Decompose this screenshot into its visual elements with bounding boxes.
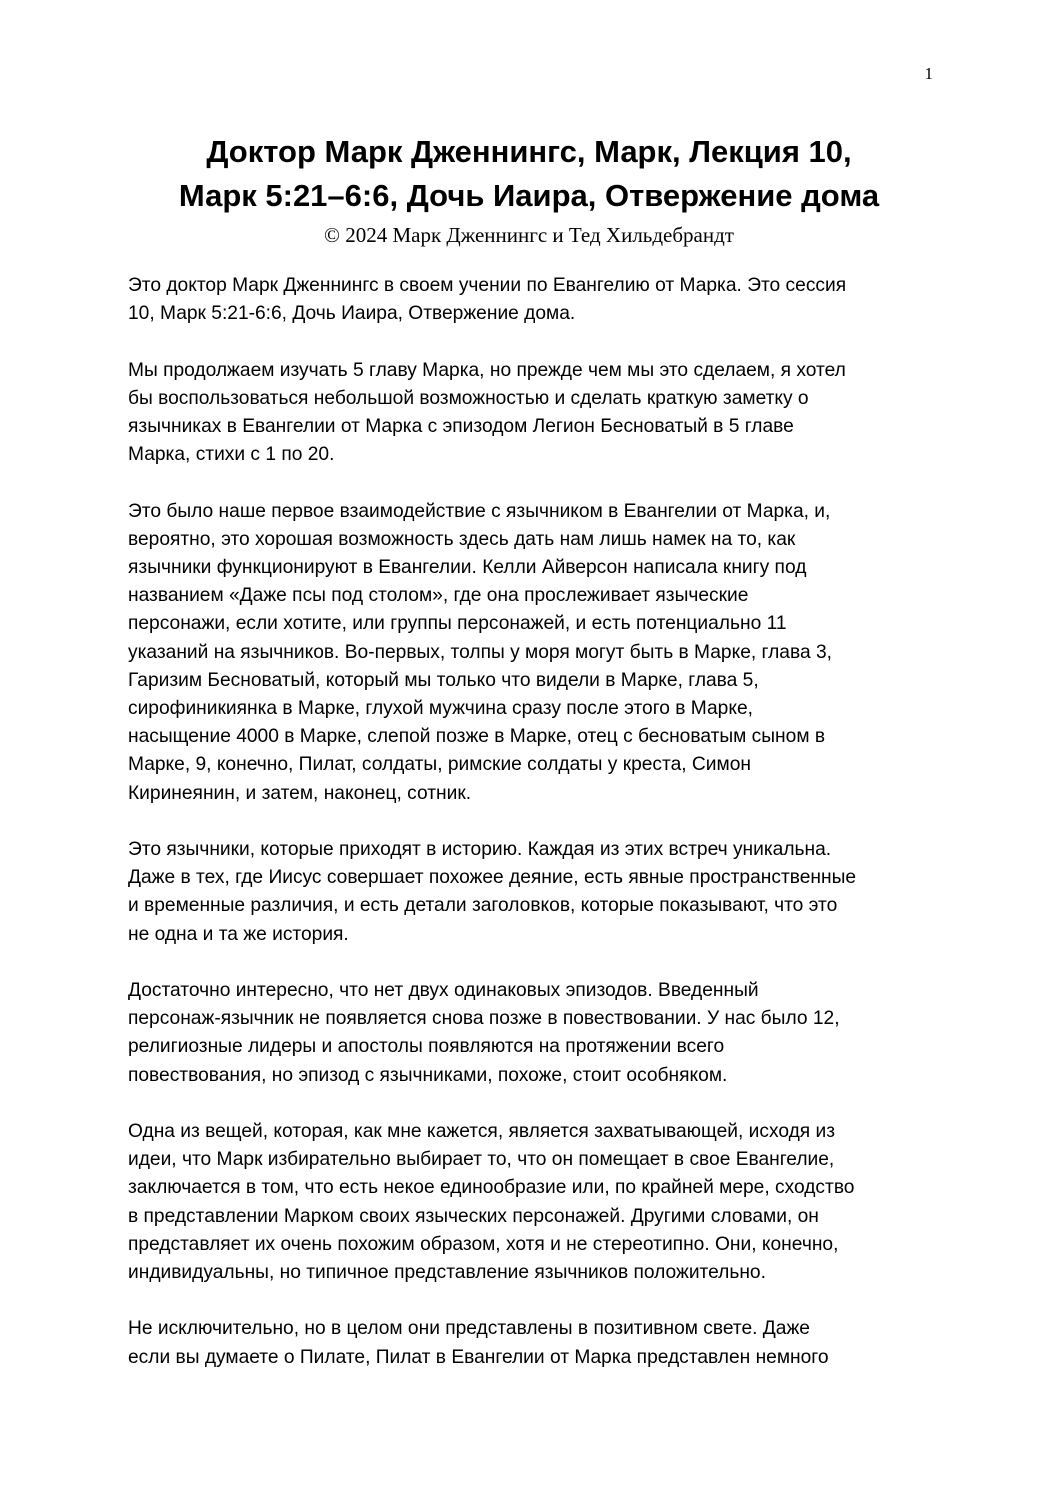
page-number: 1 [924,64,933,83]
paragraph-line: заключается в том, что есть некое единообразие или, по крайней мере, сходство [128,1177,855,1199]
title-line-1: Доктор Марк Дженнингс, Марк, Лекция 10, [206,134,852,169]
paragraph-line: Достаточно интересно, что нет двух одинаковых эпизодов. Введенный [128,980,759,1002]
paragraph-line: язычники функционируют в Евангелии. Келли Айверсон написала книгу под [128,557,807,578]
paragraph [128,357,940,470]
paragraph-line: вероятно, это хорошая возможность здесь дать нам лишь намек на то, как [128,528,796,550]
paragraph-line: персонаж-язычник не появляется снова позже в повествовании. У нас было 12, [128,1008,840,1030]
paragraph-line: Не исключительно, но в целом они представлены в позитивном свете. Даже [128,1318,810,1340]
paragraph-line: повествования, но эпизод с язычниками, похоже, стоит особняком. [128,1064,728,1086]
copyright-notice: © 2024 Марк Дженнингс и Тед Хильдебрандт [324,223,734,247]
paragraph-line: религиозные лидеры и апостолы появляются на протяжении всего [128,1036,725,1058]
paragraph-line: бы воспользоваться небольшой возможностью и сделать краткую заметку о [128,387,809,409]
paragraph-line: не одна и та же история. [128,923,349,945]
paragraph-line: и временные различия, и есть детали заголовков, которые показывают, что это [128,895,838,917]
paragraph-line: Мы продолжаем изучать 5 главу Марка, но прежде чем мы это сделаем, я хотел [128,359,846,381]
paragraph-line: насыщение 4000 в Марке, слепой позже в Марке, отец с бесноватым сыном в [128,726,826,748]
paragraph-line: Киринеянин, и затем, наконец, сотник. [128,782,472,804]
paragraph-line: если вы думаете о Пилате, Пилат в Евангелии от Марка представлен немного [128,1346,829,1368]
paragraph-line: индивидуальны, но типичное представление язычников положительно. [128,1262,766,1284]
paragraph [128,977,940,1090]
document-body [128,272,940,1400]
paragraph-line: Марка, стихи с 1 по 20. [128,444,335,466]
paragraph [128,1315,940,1371]
paragraph-line: сирофиникиянка в Марке, глухой мужчина сразу после этого в Марке, [128,698,753,720]
paragraph-line: Это язычники, которые приходят в историю. Каждая из этих встреч уникальна. [128,839,832,861]
paragraph-line: идеи, что Марк избирательно выбирает то, что он помещает в свое Евангелие, [128,1149,835,1171]
paragraph-line: названием «Даже псы под столом», где она прослеживает языческие [128,585,749,607]
paragraph [128,836,940,949]
paragraph-line: персонажи, если хотите, или группы персонажей, и есть потенциально 11 [128,613,787,635]
paragraph [128,272,940,328]
paragraph-line: в представлении Марком своих языческих персонажей. Другими словами, он [128,1205,819,1227]
paragraph-line: Марке, 9, конечно, Пилат, солдаты, римские солдаты у креста, Симон [128,754,751,776]
paragraph-line: указаний на язычников. Во-первых, толпы у моря могут быть в Марке, глава 3, [128,641,832,663]
paragraph-line: Гаризим Бесноватый, который мы только что видели в Марке, глава 5, [128,669,759,691]
paragraph-line: Даже в тех, где Иисус совершает похожее деяние, есть явные пространственные [128,867,857,889]
paragraph-line: Это доктор Марк Дженнингс в своем учении по Евангелию от Марка. Это сессия [128,275,847,296]
paragraph [128,1118,940,1287]
paragraph-line: Одна из вещей, которая, как мне кажется, является захватывающей, исходя из [128,1121,836,1143]
paragraph-line: язычниках в Евангелии от Марка с эпизодом Легион Бесноватый в 5 главе [128,416,794,437]
paragraph-line: Это было наше первое взаимодействие с язычником в Евангелии от Марка, и, [128,500,831,522]
paragraph [128,498,940,808]
paragraph-line: представляет их очень похожим образом, хотя и не стереотипно. Они, конечно, [128,1233,839,1255]
document-title [100,130,958,218]
title-line-2: Марк 5:21–6:6, Дочь Иаира, Отвержение дома [178,178,880,213]
paragraph-line: 10, Марк 5:21-6:6, Дочь Иаира, Отвержение дома. [128,303,576,325]
